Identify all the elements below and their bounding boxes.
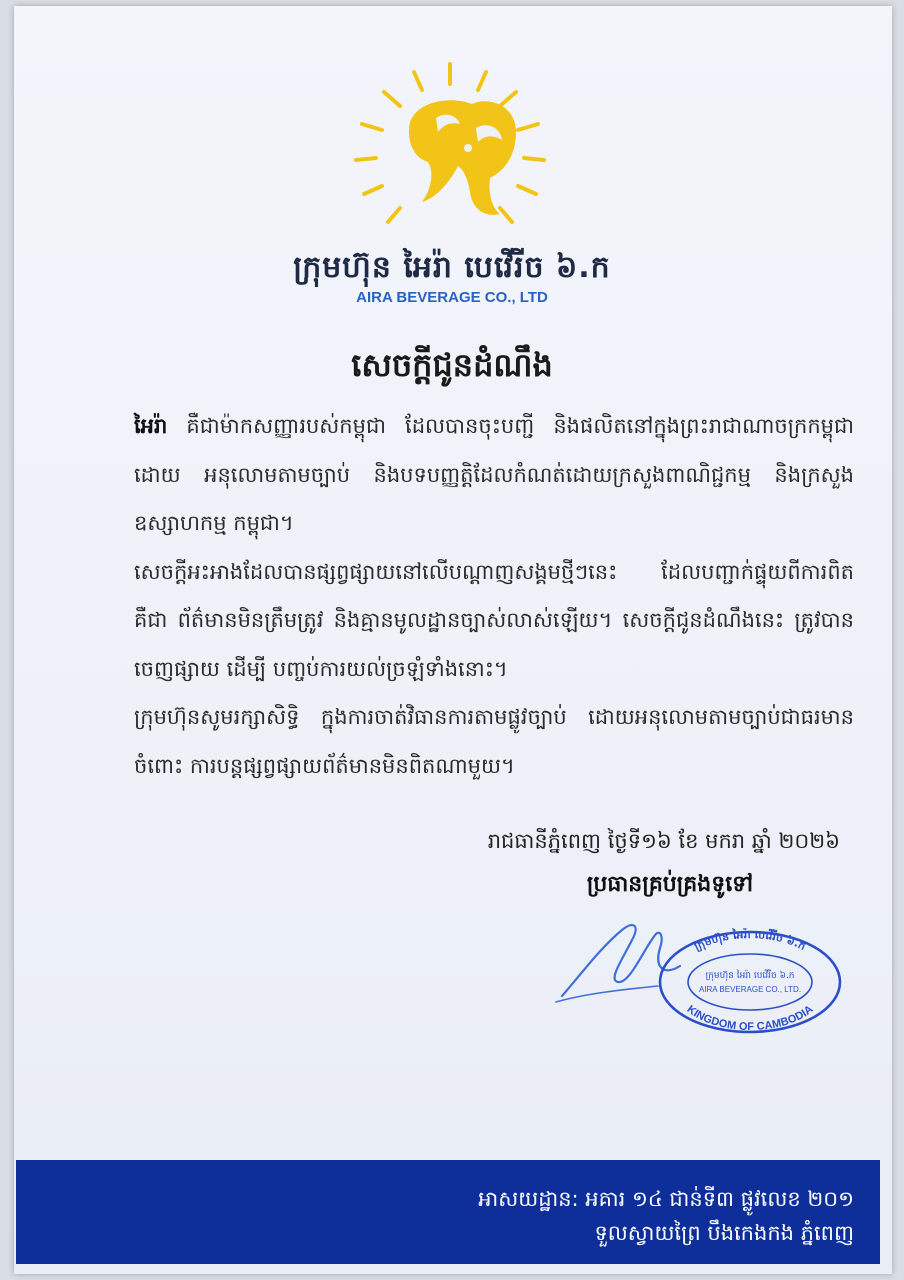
notice-body xyxy=(88,402,854,790)
company-name-kh: ក្រុមហ៊ុន អៃរ៉ា បេវើរីច ៦.ក xyxy=(293,250,611,285)
address-line-2: ទួលស្វាយព្រៃ បឹងកេងកង ភ្នំពេញ xyxy=(594,1221,854,1245)
svg-text:AIRA BEVERAGE CO., LTD.: AIRA BEVERAGE CO., LTD. xyxy=(698,985,802,994)
address-line-1: អាសយដ្ឋាន: អគារ ១៤ ជាន់ទី៣ ផ្លូវលេខ ២០១ xyxy=(478,1187,854,1211)
stamp-name-kh: ក្រុមហ៊ុន អៃរ៉ា បេវើរីច ៦.ក xyxy=(692,928,808,953)
date-line: រាជធានីភ្នំពេញ ថ្ងៃទី១៦ ខែ មករា ឆ្នាំ ២០២៦ xyxy=(487,829,840,853)
svg-text:ក្រុមហ៊ុន អៃរ៉ា បេវើរីច ៦.ក: ក្រុមហ៊ុន អៃរ៉ា បេវើរីច ៦.ក xyxy=(705,971,795,981)
svg-text:KINGDOM OF CAMBODIA xyxy=(685,1003,816,1033)
paragraph-3: ក្រុមហ៊ុនសូមរក្សាសិទ្ធិ ក្នុងការចាត់វិធានការតាមផ្លូវច្បាប់ ដោយអនុលោមតាមច្បាប់ជាធរមាន ចំពោះ ការបន្តផ្សព្វផ្សាយព័ត៌មានមិនពិតណាមួយ។ xyxy=(134,705,854,778)
notice-title: សេចក្តីជូនដំណឹង xyxy=(351,346,553,384)
signer-title: ប្រធានគ្រប់គ្រងទូទៅ xyxy=(586,872,754,897)
company-logo xyxy=(340,62,560,232)
paragraph-2: សេចក្តីអះអាងដែលបានផ្សព្វផ្សាយនៅលើបណ្តាញសង្គមថ្មីៗនេះ ដែលបញ្ជាក់ផ្ទុយពីការពិត គឺជា ព័ត៌មានមិនត្រឹមត្រូវ និងគ្មានមូលដ្ឋានច្បាស់លាស់ឡើយ។ សេចក្តីជូនដំណឹងនេះ ត្រូវបានចេញផ្សាយ ដើម្បី បញ្ចប់ការយល់ច្រឡំទាំងនោះ។ xyxy=(134,559,854,681)
paragraph-1 xyxy=(88,402,854,548)
company-stamp xyxy=(655,928,845,1036)
elephant-sun-icon xyxy=(340,62,560,232)
svg-text:ក្រុមហ៊ុន អៃរ៉ា បេវើរីច ៦.ក xyxy=(692,928,808,954)
brand-word: អៃរ៉ា xyxy=(134,414,168,438)
company-name-en: AIRA BEVERAGE CO., LTD xyxy=(356,289,548,306)
stamp-country: KINGDOM OF CAMBODIA xyxy=(684,1003,816,1034)
paragraph-1-text: គឺជាម៉ាកសញ្ញារបស់កម្ពុជា ដែលបានចុះបញ្ជី និងផលិតនៅក្នុងព្រះរាជាណាចក្រកម្ពុជា ដោយ អនុលោមតាមច្បាប់ និងបទបញ្ញត្តិដែលកំណត់ដោយក្រសួងពាណិជ្ជកម្ម និងក្រសួងឧស្សាហកម្ម កម្ពុជា។ xyxy=(134,414,854,535)
